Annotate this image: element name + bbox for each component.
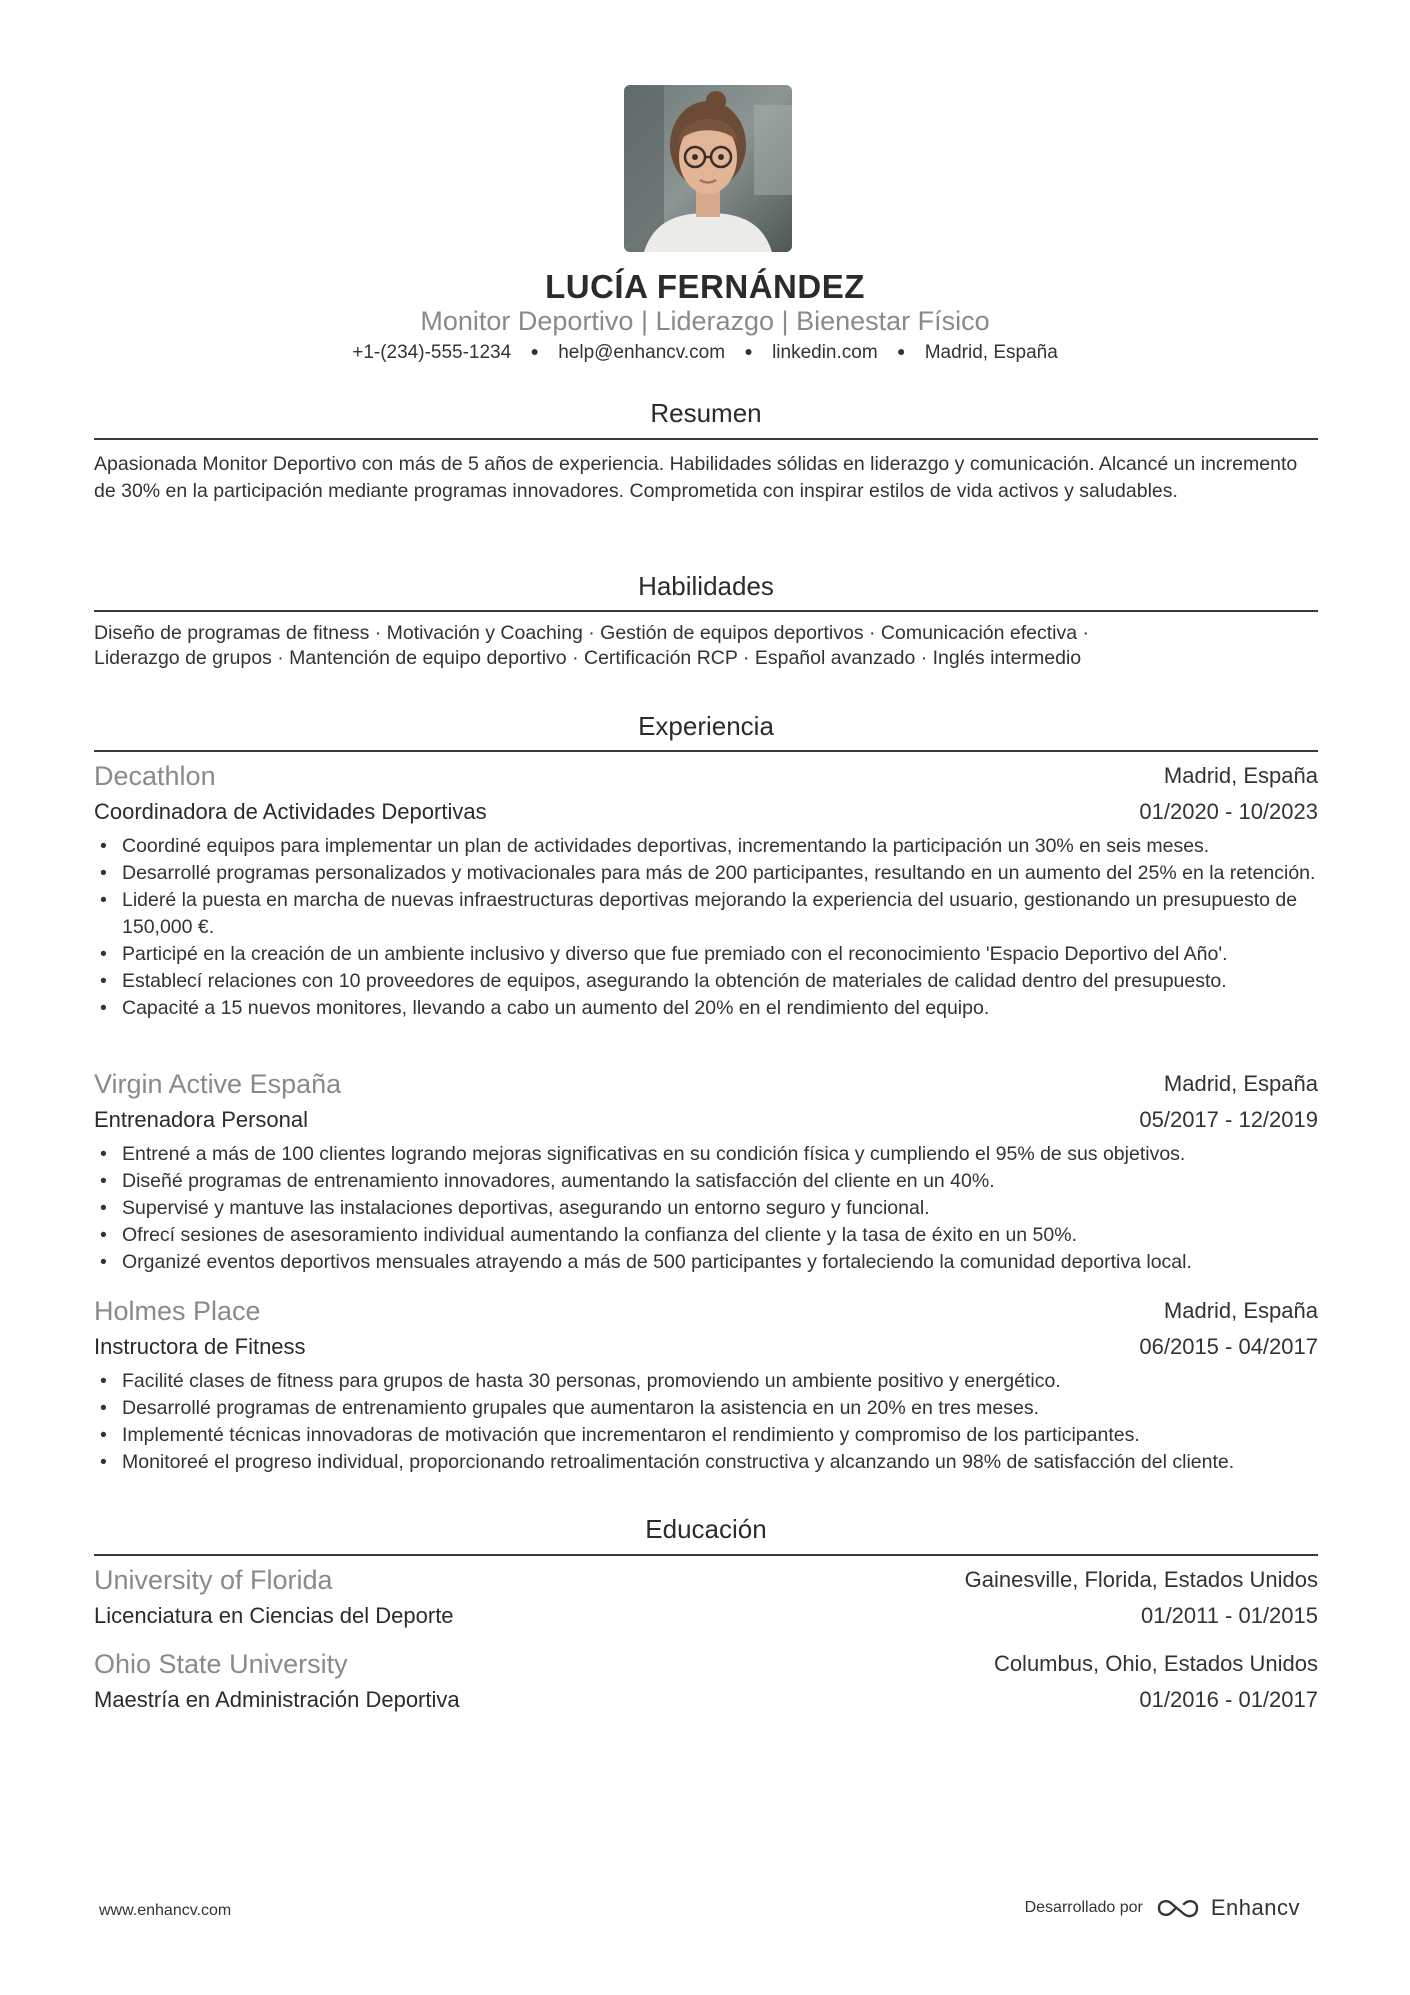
education-title: Educación xyxy=(645,1514,767,1544)
contact-phone[interactable]: +1-(234)-555-1234 xyxy=(352,342,512,363)
job-dates: 01/2020 - 10/2023 xyxy=(1139,799,1318,824)
list-item: • Monitoreé el progreso individual, proporcionando retroalimentación constructiva y alcanzando un 98% de satisfacción del cliente. xyxy=(94,1449,1318,1476)
list-item: • Establecí relaciones con 10 proveedores de equipos, asegurando la obtención de materiales de calidad dentro del presupuesto. xyxy=(94,968,1318,995)
list-item: • Entrené a más de 100 clientes logrando mejoras significativas en su condición física y cumpliendo el 95% de sus objetivos. xyxy=(94,1141,1318,1168)
education-dates: 01/2011 - 01/2015 xyxy=(1141,1603,1318,1628)
job-bullets xyxy=(94,1368,1318,1476)
footer-branding xyxy=(1025,1895,1300,1921)
candidate-name: LUCÍA FERNÁNDEZ xyxy=(545,268,865,305)
powered-by-label: Desarrollado por xyxy=(1024,1899,1143,1916)
list-item: • Capacité a 15 nuevos monitores, llevando a cabo un aumento del 20% en el rendimiento del equipo. xyxy=(94,995,1318,1022)
job-location: Madrid, España xyxy=(1163,763,1318,788)
school-location: Gainesville, Florida, Estados Unidos xyxy=(964,1567,1318,1592)
job-dates: 05/2017 - 12/2019 xyxy=(1139,1107,1318,1132)
list-item: • Participé en la creación de un ambiente inclusivo y diverso que fue premiado con el reconocimiento 'Espacio Deportivo del Año'. xyxy=(94,941,1318,968)
skills-title: Habilidades xyxy=(638,571,774,601)
job-company: Holmes Place xyxy=(94,1296,261,1326)
list-item: • Organizé eventos deportivos mensuales atrayendo a más de 500 participantes y fortaleciendo la comunidad deportiva local. xyxy=(94,1249,1318,1276)
degree: Licenciatura en Ciencias del Deporte xyxy=(94,1603,454,1628)
job-bullets xyxy=(94,833,1318,1022)
job-role: Entrenadora Personal xyxy=(94,1107,309,1132)
list-item: • Desarrollé programas de entrenamiento grupales que aumentaron la asistencia en un 20% en tres meses. xyxy=(94,1395,1318,1422)
list-item: • Supervisé y mantuve las instalaciones deportivas, asegurando un entorno seguro y funcional. xyxy=(94,1195,1318,1222)
job-location: Madrid, España xyxy=(1163,1298,1318,1323)
skills-line: Diseño de programas de fitness · Motivación y Coaching · Gestión de equipos deportivos · Comunicación efectiva · xyxy=(94,622,1089,644)
separator-dot-icon: ● xyxy=(530,343,539,359)
skills-line: Liderazgo de grupos · Mantención de equipo deportivo · Certificación RCP · Español avanzado · Inglés intermedio xyxy=(94,647,1082,669)
summary-text: Apasionada Monitor Deportivo con más de 5 años de experiencia. Habilidades sólidas en liderazgo y comunicación. Alcancé un incremento de 30% en la participación mediante programas innovadores. Comprometida con inspirar estilos de vida activos y saludables. xyxy=(94,453,1298,502)
separator-dot-icon: ● xyxy=(744,343,753,359)
list-item: • Lideré la puesta en marcha de nuevas infraestructuras deportivas mejorando la experiencia del usuario, gestionando un presupuesto de 150,000 €. xyxy=(94,887,1318,941)
enhancv-logo-icon xyxy=(1155,1895,1201,1921)
contact-line xyxy=(0,342,1410,364)
contact-linkedin[interactable]: linkedin.com xyxy=(772,342,878,363)
education-dates: 01/2016 - 01/2017 xyxy=(1139,1687,1318,1712)
list-item: • Coordiné equipos para implementar un plan de actividades deportivas, incrementando la participación un 30% en seis meses. xyxy=(94,833,1318,860)
job-role: Coordinadora de Actividades Deportivas xyxy=(94,799,487,824)
section-divider xyxy=(94,1554,1318,1556)
separator-dot-icon: ● xyxy=(896,343,906,359)
profile-photo xyxy=(624,85,792,252)
candidate-headline: Monitor Deportivo | Liderazgo | Bienestar Físico xyxy=(420,306,990,336)
section-divider xyxy=(94,750,1318,752)
skills-list xyxy=(94,621,1318,671)
section-divider xyxy=(94,610,1318,612)
school-name: Ohio State University xyxy=(94,1649,348,1679)
list-item: • Implementé técnicas innovadoras de motivación que incrementaron el rendimiento y compromiso de los participantes. xyxy=(94,1422,1318,1449)
portrait-image xyxy=(624,85,792,252)
school-location: Columbus, Ohio, Estados Unidos xyxy=(993,1651,1318,1676)
brand-name: Enhancv xyxy=(1210,1895,1300,1920)
contact-email[interactable]: help@enhancv.com xyxy=(558,342,726,363)
experience-title: Experiencia xyxy=(638,711,774,741)
school-name: University of Florida xyxy=(94,1565,333,1595)
section-divider xyxy=(94,438,1318,440)
job-company: Virgin Active España xyxy=(94,1069,342,1099)
summary-title: Resumen xyxy=(650,398,762,428)
footer-website[interactable]: www.enhancv.com xyxy=(99,1902,232,1919)
contact-location: Madrid, España xyxy=(924,342,1058,363)
list-item: • Facilité clases de fitness para grupos de hasta 30 personas, promoviendo un ambiente positivo y energético. xyxy=(94,1368,1318,1395)
list-item: • Desarrollé programas personalizados y motivacionales para más de 200 participantes, resultando en un aumento del 25% en la retención. xyxy=(94,860,1318,887)
job-dates: 06/2015 - 04/2017 xyxy=(1139,1334,1318,1359)
job-role: Instructora de Fitness xyxy=(94,1334,306,1359)
job-location: Madrid, España xyxy=(1163,1071,1318,1096)
degree: Maestría en Administración Deportiva xyxy=(94,1687,460,1712)
list-item: • Ofrecí sesiones de asesoramiento individual aumentando la confianza del cliente y la tasa de éxito en un 50%. xyxy=(94,1222,1318,1249)
job-company: Decathlon xyxy=(94,761,216,791)
list-item: • Diseñé programas de entrenamiento innovadores, aumentando la satisfacción del cliente en un 40%. xyxy=(94,1168,1318,1195)
job-bullets xyxy=(94,1141,1318,1276)
